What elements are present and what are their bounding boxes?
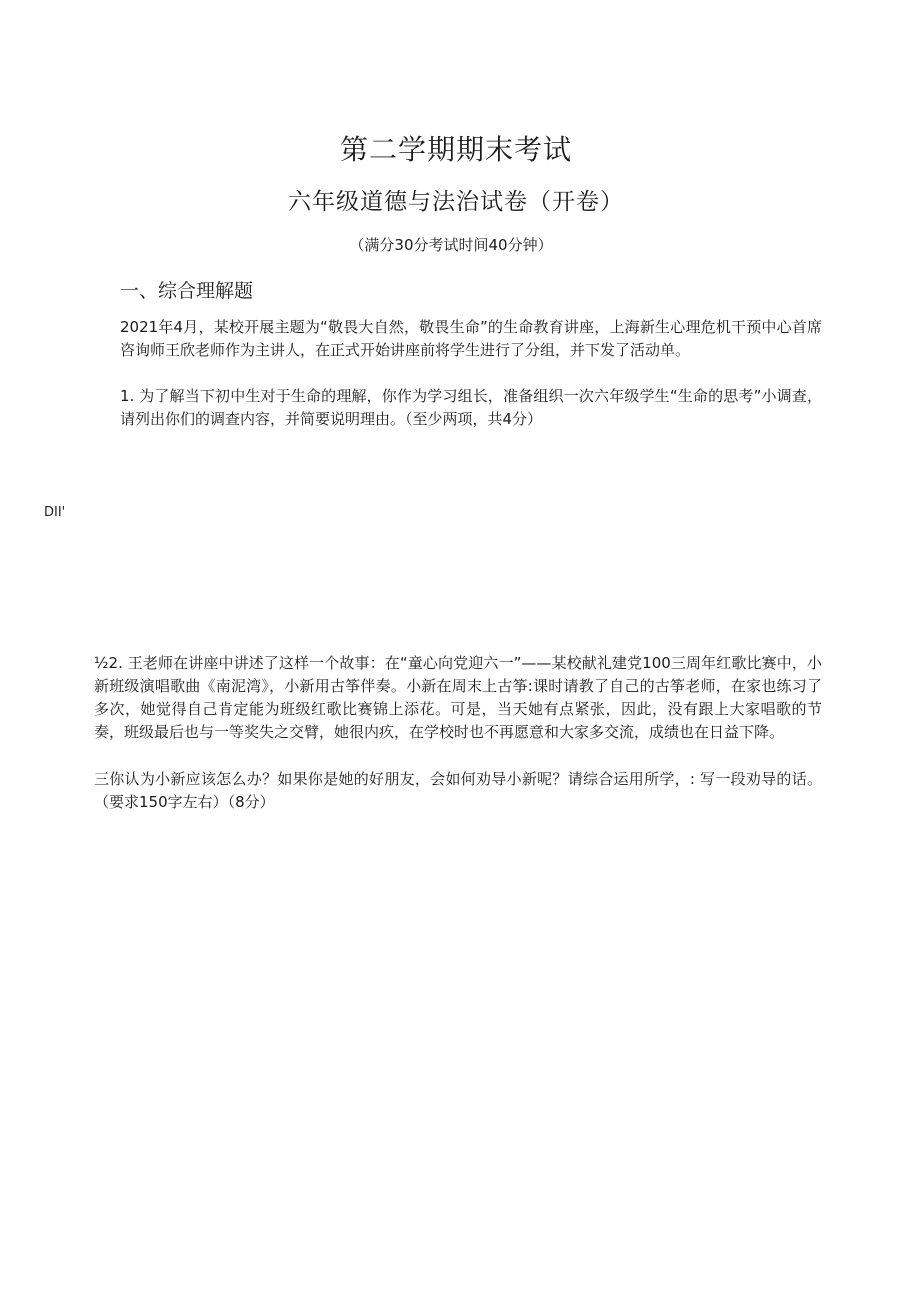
question-2-story: ½2. 王老师在讲座中讲述了这样一个故事：在“童心向党迎六一”——某校献礼建党100三周年红歌比赛中，小新班级演唱歌曲《南泥湾》，小新用古筝伴奏。小新在周末上古筝:课时请教了自己的古筝老师，在家也练习了多次，她觉得自己肯定能为班级红歌比赛锦上添花。可是，当天她有点紧张，因此，没有跟上大家唱歌的节奏，班级最后也与一等奖失之交臂，她很内疚，在学校时也不再愿意和大家多交流，成绩也在日益下降。 bbox=[94, 654, 822, 741]
page-subtitle: 六年级道德与法治试卷（开卷） bbox=[288, 189, 624, 215]
page-title: 第二学期期末考试 bbox=[339, 133, 572, 166]
stray-mark: DII' bbox=[44, 505, 66, 520]
section-heading: 一、综合理解题 bbox=[120, 280, 254, 302]
question-2-prompt: 三你认为小新应该怎么办？如果你是她的好朋友，会如何劝导小新呢？请综合运用所学，: 写一段劝导的话。（要求150字左右）（8分） bbox=[94, 770, 822, 811]
intro-paragraph: 2021年4月，某校开展主题为“敬畏大自然，敬畏生命”的生命教育讲座，上海新生心理危机干预中心首席咨询师王欣老师作为主讲人，在正式开始讲座前将学生进行了分组，并下发了活动单。 bbox=[120, 318, 822, 359]
question-1: 1. 为了解当下初中生对于生命的理解，你作为学习组长，准备组织一次六年级学生“生命的思考”小调查，请列出你们的调查内容，并简要说明理由。（至少两项，共4分） bbox=[120, 387, 822, 428]
exam-info: （满分30分考试时间40分钟） bbox=[349, 236, 553, 254]
